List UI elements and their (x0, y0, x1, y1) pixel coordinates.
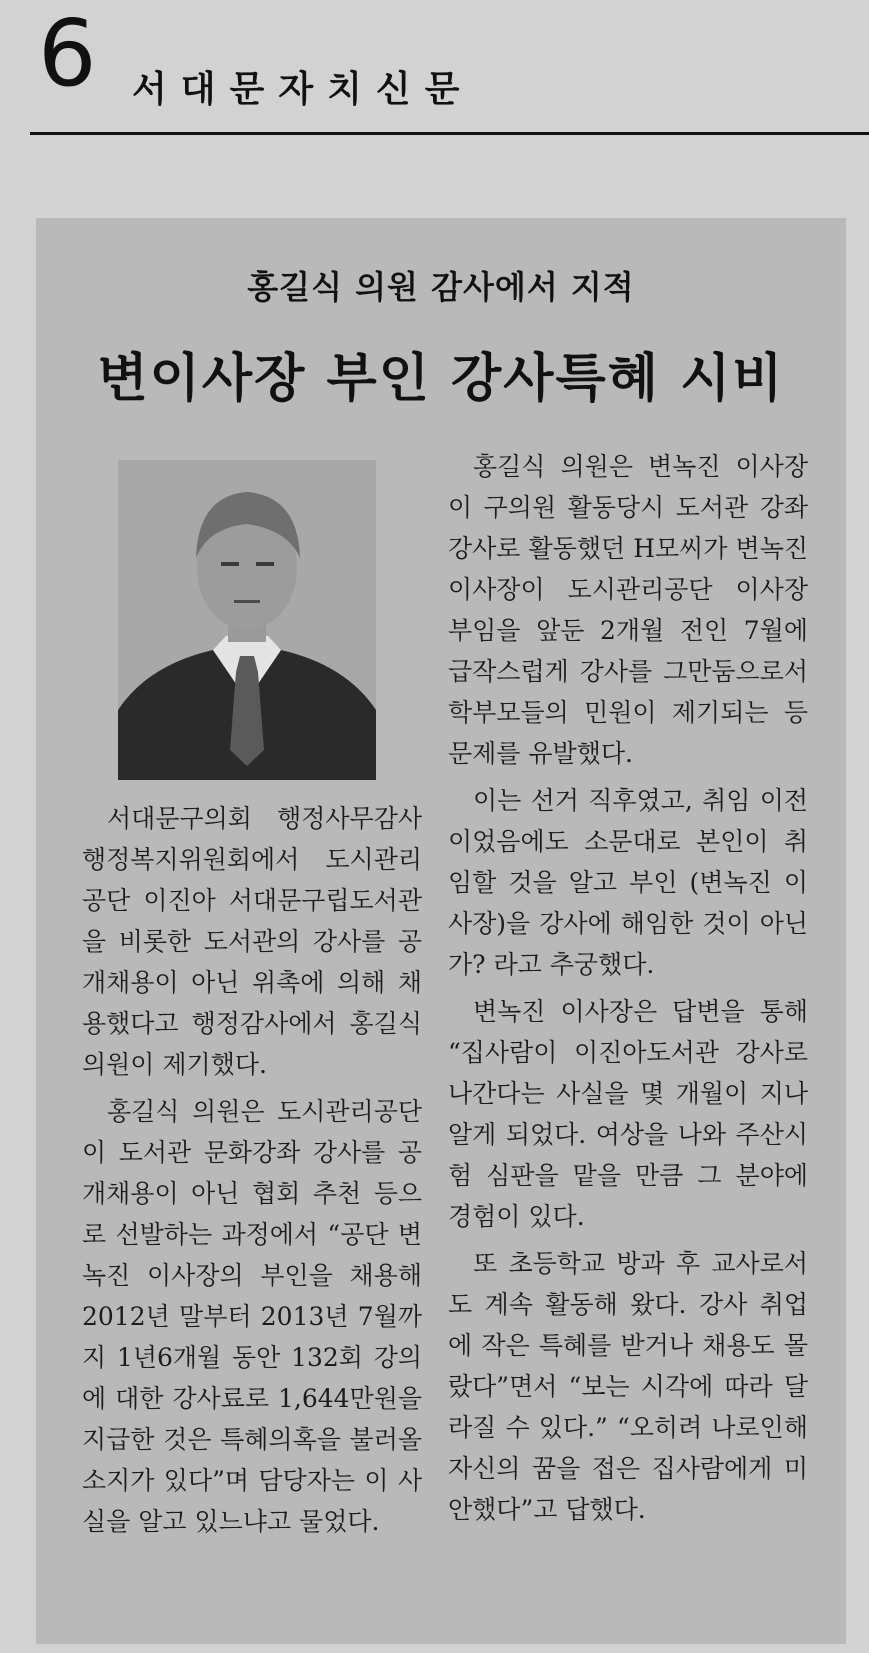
article-subheadline: 홍길식 의원 감사에서 지적 (247, 268, 635, 306)
paragraph: 변녹진 이사장은 답변을 통해 “집사람이 이진아도서관 강사로 나간다는 사실을 몇 개월이 지나 알게 되었다. 여상을 나와 주산시험 심판을 맡을 만큼 그 분야에 경험이 있다. (448, 997, 808, 1231)
article-box (36, 218, 846, 1644)
right-column (448, 446, 808, 1536)
article-headline: 변이사장 부인 강사특혜 시비 (97, 348, 785, 409)
portrait-photo (118, 460, 376, 780)
paragraph: 홍길식 의원은 변녹진 이사장이 구의원 활동당시 도서관 강좌 강사로 활동했던 H모씨가 변녹진 이사장이 도시관리공단 이사장 부임을 앞둔 2개월 전인 7월에 급작스럽게 강사를 그만둠으로서 학부모들의 민원이 제기되는 등 문제를 유발했다. (448, 452, 808, 768)
portrait-photo-icon (118, 460, 376, 780)
paragraph: 서대문구의회 행정사무감사 행정복지위원회에서 도시관리공단 이진아 서대문구립도서관을 비롯한 도서관의 강사를 공개채용이 아닌 위촉에 의해 채용했다고 행정감사에서 홍길식 의원이 제기했다. (82, 804, 422, 1079)
masthead-rule (30, 132, 869, 135)
paragraph: 이는 선거 직후였고, 취임 이전이었음에도 소문대로 본인이 취임할 것을 알고 부인 (변녹진 이사장)을 강사에 해임한 것이 아닌가? 라고 추궁했다. (448, 786, 808, 979)
page-number: 6 (38, 0, 97, 107)
paragraph: 또 초등학교 방과 후 교사로서도 계속 활동해 왔다. 강사 취업에 작은 특혜를 받거나 채용도 몰랐다”면서 “보는 시각에 따라 달라질 수 있다.” “오히려 나로인해 자신의 꿈을 접은 집사람에게 미안했다”고 답했다. (448, 1249, 808, 1524)
newspaper-name: 서대문자치신문 (132, 69, 474, 110)
masthead (0, 0, 869, 140)
paragraph: 홍길식 의원은 도시관리공단이 도서관 문화강좌 강사를 공개채용이 아닌 협회 추천 등으로 선발하는 과정에서 “공단 변녹진 이사장의 부인을 채용해 2012년 말부터 2013년 7월까지 1년6개월 동안 132회 강의에 대한 강사료로 1,644만원을 지급한 것은 특혜의혹을 불러올 소지가 있다”며 담당자는 이 사실을 알고 있느냐고 물었다. (82, 1097, 422, 1536)
left-column (82, 798, 422, 1548)
